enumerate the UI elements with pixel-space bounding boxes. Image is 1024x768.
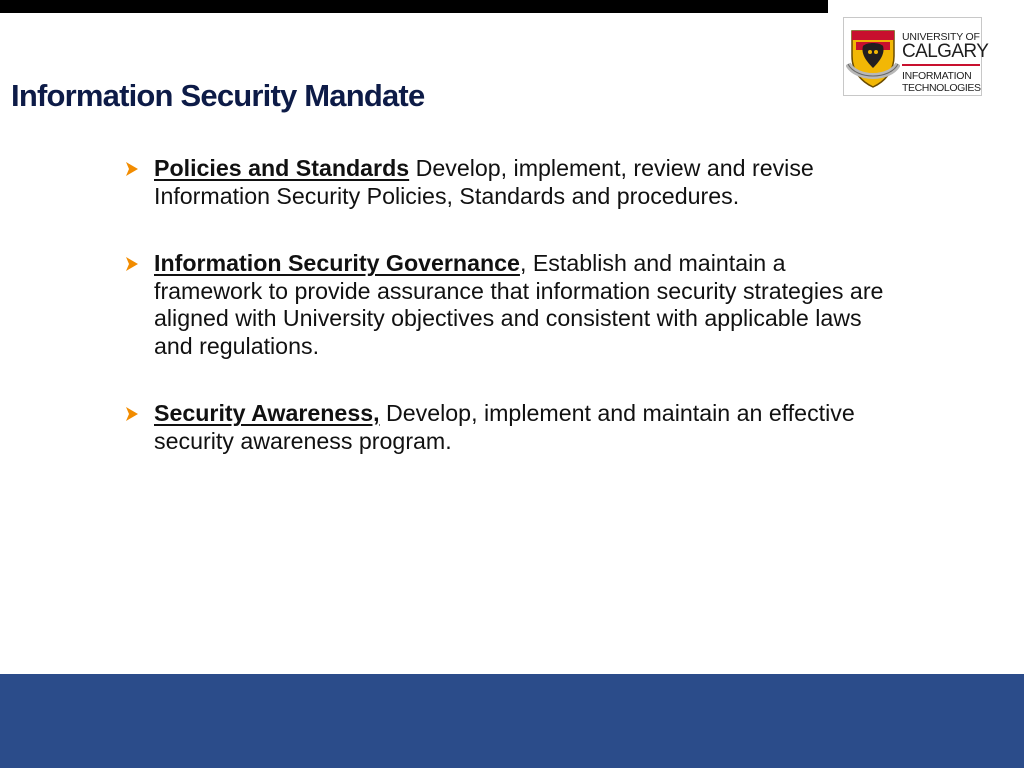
bullet-information-security-governance: [124, 250, 884, 360]
bullet-policies-and-standards: [124, 155, 884, 210]
arrow-bullet-icon: [124, 256, 140, 272]
bullet-text: Develop, implement, review and revise Information Security Policies, Standards and procedures.: [154, 155, 814, 209]
logo-calgary: CALGARY: [902, 41, 989, 62]
arrow-bullet-icon: [124, 161, 140, 177]
bullet-heading: Security Awareness,: [154, 400, 380, 426]
university-logo: [843, 17, 989, 96]
bullet-text: , Establish and maintain a framework to provide assurance that information security strategies are aligned with University objectives and consistent with applicable laws and regulations.: [154, 250, 884, 359]
logo-technologies: TECHNOLOGIES: [902, 82, 981, 94]
slide-title: Information Security Mandate: [11, 78, 425, 113]
top-black-bar: [0, 0, 828, 13]
bullet-heading: Information Security Governance: [154, 250, 520, 276]
logo-divider: [902, 64, 980, 66]
bullet-heading: Policies and Standards: [154, 155, 410, 181]
bullet-security-awareness: [124, 400, 884, 455]
arrow-bullet-icon: [124, 406, 140, 422]
mandate-bullet-list: [124, 155, 884, 495]
university-crest-icon: [846, 28, 900, 90]
footer-blue-band: [0, 674, 1024, 768]
logo-university-of: UNIVERSITY OF: [902, 31, 980, 43]
logo-information: INFORMATION: [902, 70, 972, 82]
bullet-text: Develop, implement and maintain an effective security awareness program.: [154, 400, 855, 454]
